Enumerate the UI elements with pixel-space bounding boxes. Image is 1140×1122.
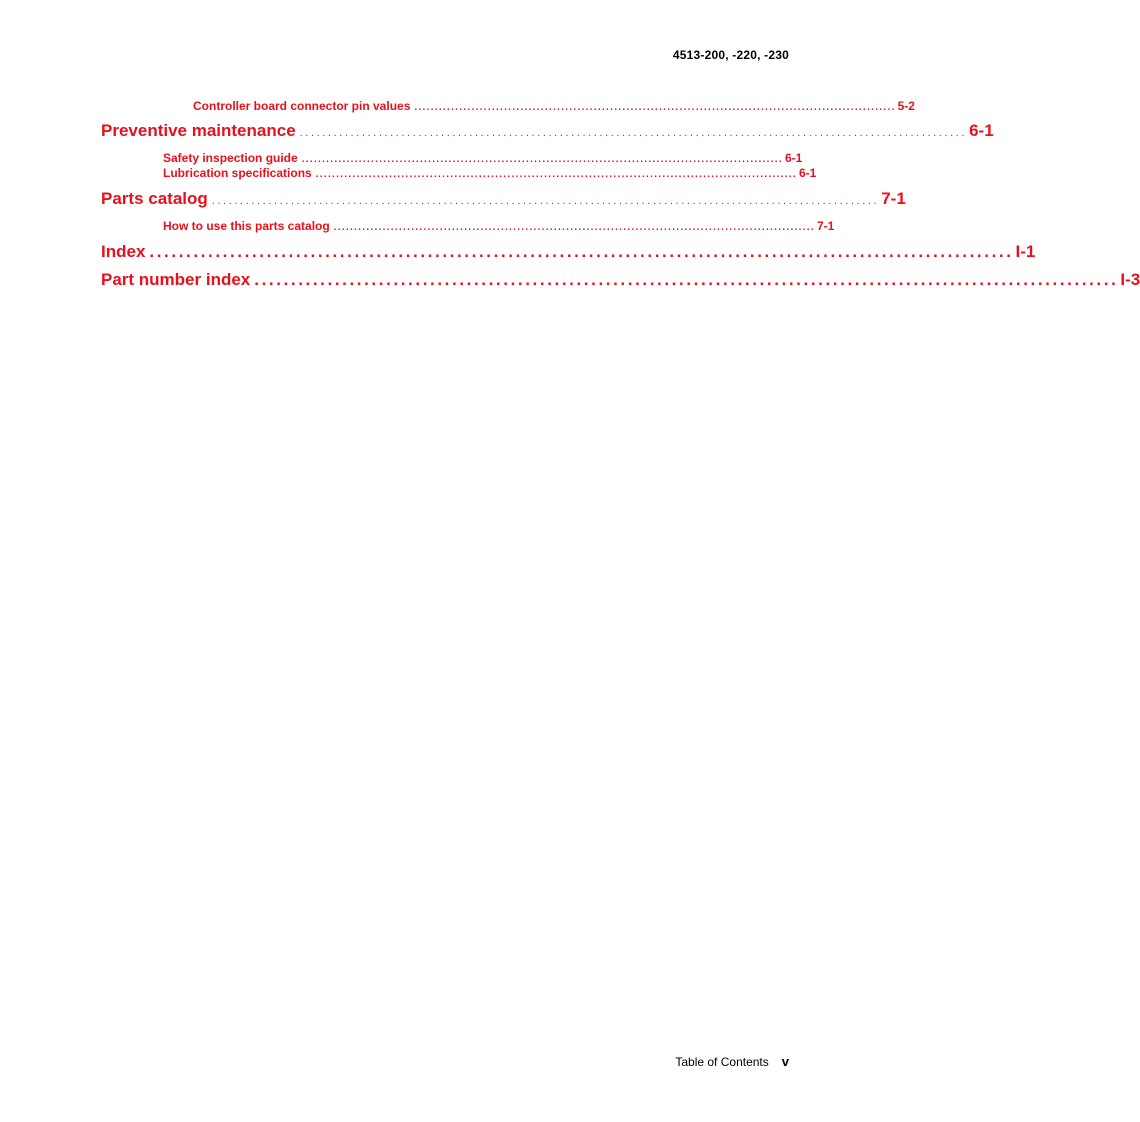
toc-entry-label: Preventive maintenance xyxy=(101,121,296,140)
dot-leader: ...................................................................................................................... xyxy=(333,222,815,233)
toc-entry-page-number: 7-1 xyxy=(881,189,906,208)
toc-entry-safety-inspection-guide[interactable] xyxy=(163,151,803,167)
dot-leader: ...................................................................................................................... xyxy=(301,154,783,165)
document-id-header: 4513-200, -220, -230 xyxy=(672,48,789,62)
page-footer xyxy=(675,1054,789,1069)
toc-entry-page-number: 6-1 xyxy=(798,166,817,180)
dot-leader: ...................................................................................................................... xyxy=(299,127,968,139)
toc-entry-page-number: 6-1 xyxy=(784,151,803,165)
toc-entry-how-to-use-parts-catalog[interactable] xyxy=(163,219,835,235)
toc-entry-page-number: I-3 xyxy=(1120,270,1140,289)
toc-entry-label: Controller board connector pin values xyxy=(193,99,411,113)
dot-leader: ...................................................................................................................... xyxy=(315,169,797,180)
toc-entry-page-number: 5-2 xyxy=(897,99,915,113)
toc-entry-part-number-index[interactable] xyxy=(101,270,1140,290)
footer-page-number: v xyxy=(781,1054,789,1069)
toc-entry-index[interactable] xyxy=(101,242,1036,262)
toc-entry-parts-catalog[interactable] xyxy=(101,189,906,211)
toc-entry-preventive-maintenance[interactable] xyxy=(101,121,994,143)
toc-entry-controller-board-connector-pin-values[interactable] xyxy=(193,99,915,115)
dot-leader: ...................................................................................................................... xyxy=(254,270,1119,289)
toc-entry-label: Lubrication specifications xyxy=(163,166,312,180)
toc-entry-page-number: I-1 xyxy=(1015,242,1036,261)
toc-entry-label: Parts catalog xyxy=(101,189,208,208)
dot-leader: ...................................................................................................................... xyxy=(414,102,896,113)
toc-entry-page-number: 6-1 xyxy=(969,121,994,140)
dot-leader: ...................................................................................................................... xyxy=(149,242,1014,261)
toc-entry-lubrication-specifications[interactable] xyxy=(163,166,817,182)
dot-leader: ...................................................................................................................... xyxy=(211,195,880,207)
toc-entry-label: Part number index xyxy=(101,270,251,289)
toc-entry-label: Safety inspection guide xyxy=(163,151,298,165)
toc-entry-page-number: 7-1 xyxy=(816,219,835,233)
footer-section-title: Table of Contents xyxy=(675,1055,769,1069)
toc-entry-label: How to use this parts catalog xyxy=(163,219,330,233)
toc-entry-label: Index xyxy=(101,242,146,261)
